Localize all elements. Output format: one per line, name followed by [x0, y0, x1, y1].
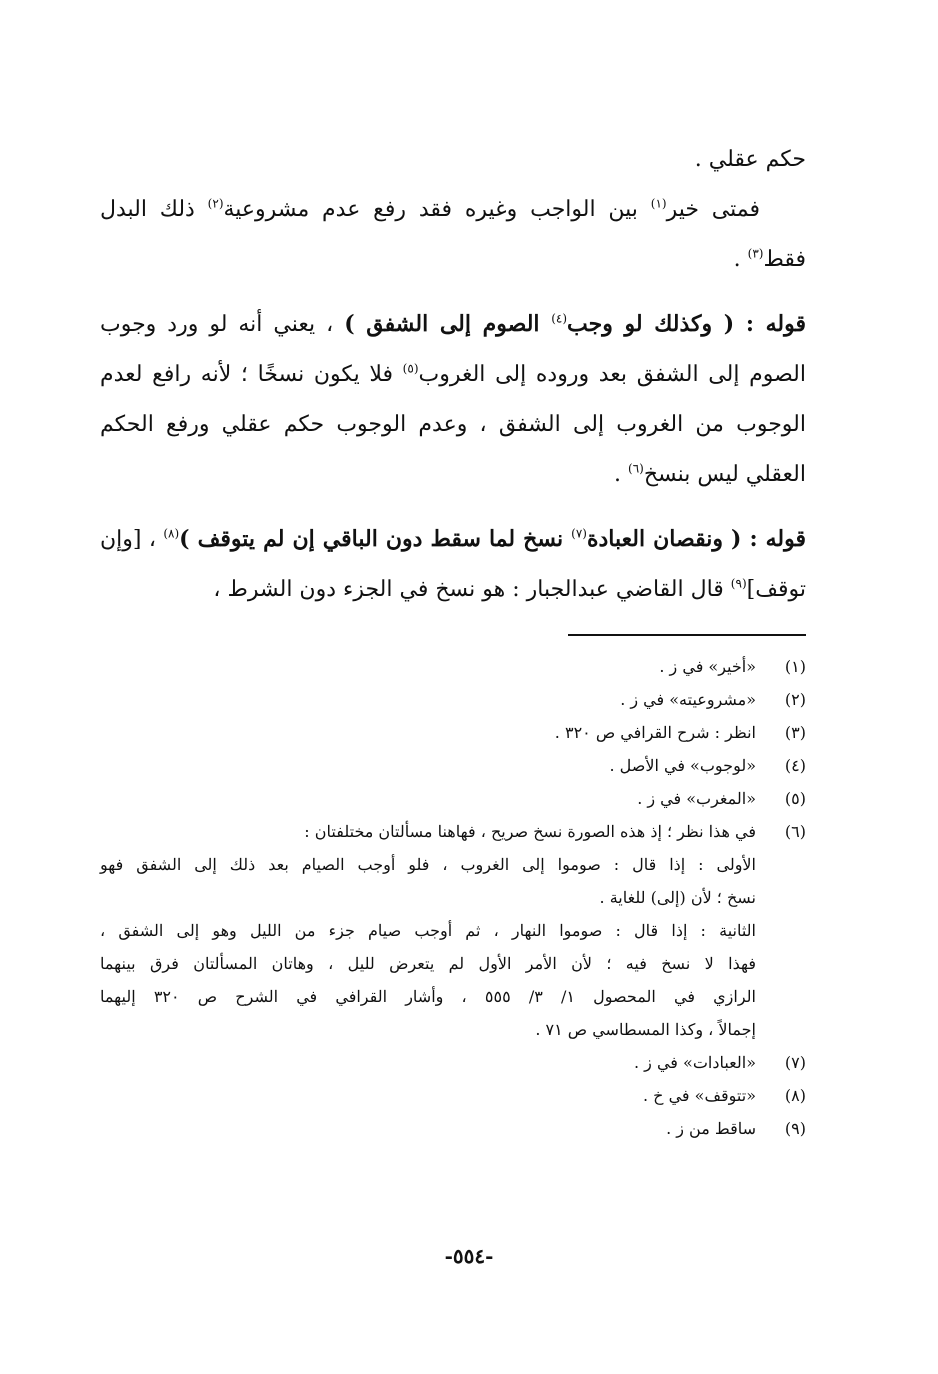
footnote-line: «لوجوب» في الأصل . — [609, 756, 756, 775]
footnote-5 — [100, 782, 806, 815]
footnote-ref-7[interactable]: (٧) — [571, 526, 587, 541]
quoted-matn: الصوم إلى الشفق ) — [344, 311, 552, 337]
footnote-8 — [100, 1079, 806, 1112]
quoted-matn: ( ونقصان العبادة — [586, 526, 742, 552]
footnote-number: (٢) — [784, 690, 806, 709]
text-run: فلا يكون نسخًا ؛ لأنه رافع لعدم الوجوب من الغروب إلى الشفق ، وعدم الوجوب حكم عقلي ورفع الحكم العقلي ليس بنسخ — [100, 362, 806, 487]
paragraph-3 — [100, 299, 806, 500]
quoted-matn: نسخ لما سقط دون الباقي إن لم يتوقف ) — [179, 526, 572, 552]
footnote-ref-6[interactable]: (٦) — [628, 461, 644, 476]
text-run: ، [وإن توقف] — [100, 527, 806, 602]
page-number: -٥٥٤- — [444, 1244, 494, 1268]
footnote-number: (٤) — [784, 756, 806, 775]
footnote-ref-1[interactable]: (١) — [650, 196, 667, 211]
footnote-ref-9[interactable]: (٩) — [730, 576, 747, 591]
footnote-text — [100, 650, 756, 683]
text-run: بين الواجب وغيره فقد رفع عدم مشروعية — [223, 197, 651, 222]
footnote-1 — [100, 650, 806, 683]
commentary-lead: قوله : — [734, 311, 807, 337]
footnote-line: «مشروعيته» في ز . — [620, 690, 756, 709]
footnote-text — [100, 1046, 756, 1079]
footnote-text — [100, 716, 756, 749]
footnote-line: «أخير» في ز . — [659, 657, 756, 676]
footnote-number: (٨) — [784, 1086, 806, 1105]
footnote-text — [100, 1112, 756, 1145]
footnote-line: «المغرب» في ز . — [637, 789, 756, 808]
footnote-ref-8[interactable]: (٨) — [163, 526, 180, 541]
main-text — [100, 135, 806, 615]
footnote-line: نسخ ؛ لأن (إلى) للغاية . — [599, 888, 756, 907]
paragraph-1-text: حكم عقلي . — [694, 147, 806, 172]
footnote-line: إجمالاً ، وكذا المسطاسي ص ٧١ . — [535, 1020, 756, 1039]
footnote-line: فهذا لا نسخ فيه ؛ لأن الأمر الأول لم يتعرض لليل ، وهاتان المسألتان فرق بينهما — [100, 954, 756, 973]
footnote-number: (٦) — [784, 822, 806, 841]
quoted-matn: ( وكذلك لو وجب — [567, 311, 735, 337]
footnote-3 — [100, 716, 806, 749]
footnote-number: (٩) — [784, 1119, 806, 1138]
footnote-number: (٣) — [784, 723, 806, 742]
paragraph-1 — [100, 135, 806, 185]
text-run: قال القاضي عبدالجبار : هو نسخ في الجزء دون الشرط ، — [213, 577, 731, 602]
footnote-number: (١) — [784, 657, 806, 676]
text-run: . — [614, 462, 629, 487]
text-run: ذلك البدل فقط — [100, 197, 806, 272]
footnote-text — [100, 749, 756, 782]
footnote-line: ساقط من ز . — [666, 1119, 756, 1138]
footnote-number: (٥) — [784, 789, 806, 808]
footnote-text — [100, 815, 756, 1046]
footnote-9 — [100, 1112, 806, 1145]
footnote-line: «تتوقف» في خ . — [643, 1086, 756, 1105]
footnote-ref-5[interactable]: (٥) — [402, 361, 419, 376]
commentary-lead: قوله : — [741, 526, 807, 552]
footnote-4 — [100, 749, 806, 782]
footnote-line: الرازي في المحصول ١/ ٣/ ٥٥٥ ، وأشار القرافي في الشرح ص ٣٢٠ إليهما — [100, 987, 757, 1006]
text-run: فمتى خير — [666, 197, 760, 222]
text-run: . — [733, 247, 748, 272]
footnote-ref-3[interactable]: (٣) — [747, 246, 764, 261]
footnote-text — [100, 683, 756, 716]
footnote-separator — [568, 634, 806, 636]
footnote-2 — [100, 683, 806, 716]
footnote-text — [100, 782, 756, 815]
paragraph-4 — [100, 514, 806, 615]
footnote-line: «العبادات» في ز . — [633, 1053, 756, 1072]
footnote-number: (٧) — [784, 1053, 806, 1072]
footnote-line: الثانية : إذا قال : صوموا النهار ، ثم أوجب صيام جزء من الليل وهو إلى الشفق ، — [100, 921, 756, 940]
text-run: ، يعني أنه لو ورد وجوب الصوم إلى الشفق بعد وروده إلى الغروب — [100, 312, 806, 387]
footnote-line: انظر : شرح القرافي ص ٣٢٠ . — [554, 723, 756, 742]
footnote-line: الأولى : إذا قال : صوموا إلى الغروب ، فلو أوجب الصيام بعد ذلك إلى الشفق فهو — [100, 855, 756, 874]
footnote-7 — [100, 1046, 806, 1079]
footnote-ref-2[interactable]: (٢) — [207, 196, 224, 211]
paragraph-2 — [100, 185, 806, 285]
footnote-6 — [100, 815, 806, 1046]
footnotes — [100, 650, 806, 1145]
footnote-line: في هذا نظر ؛ إذ هذه الصورة نسخ صريح ، فهاهنا مسألتان مختلفتان : — [304, 822, 756, 841]
footnote-ref-4[interactable]: (٤) — [551, 311, 568, 326]
footnote-text — [100, 1079, 756, 1112]
